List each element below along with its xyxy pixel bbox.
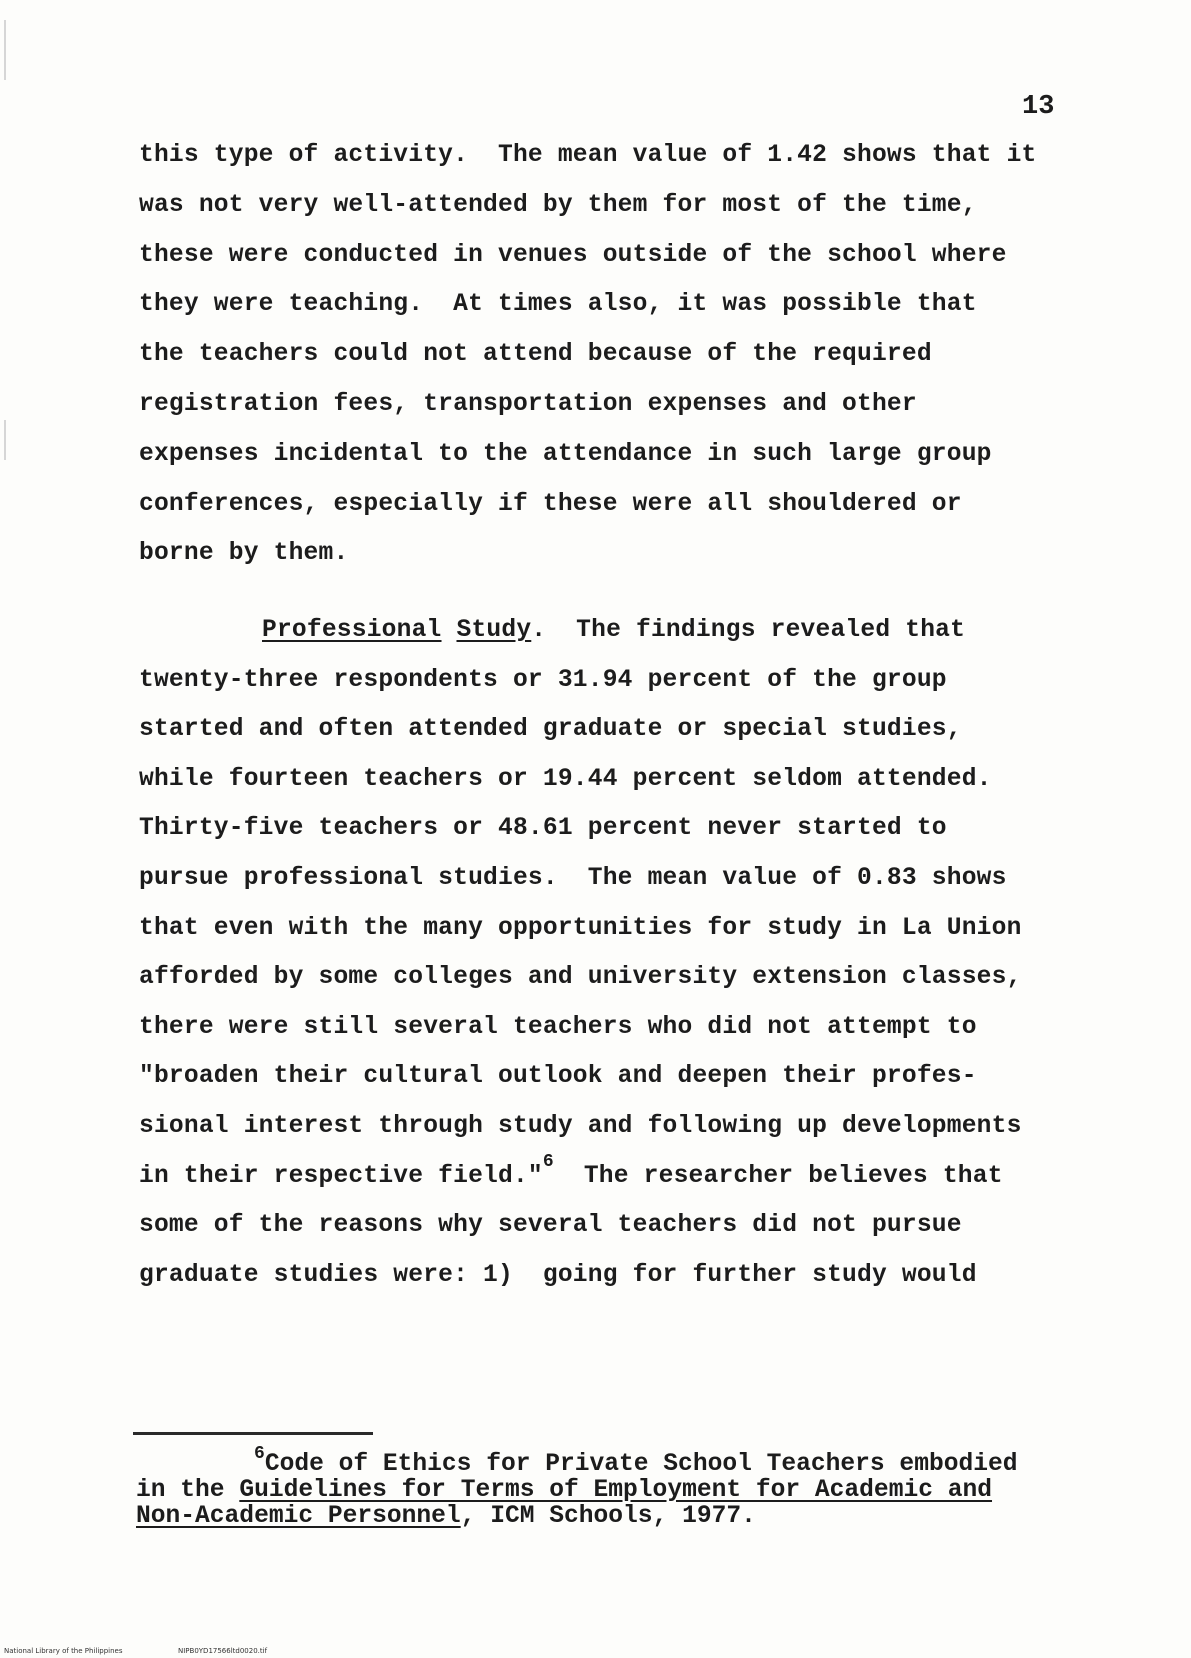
body-line: afforded by some colleges and university extension classes, [139, 964, 1022, 991]
body-line: these were conducted in venues outside of the school where [139, 242, 1007, 269]
page-number: 13 [1022, 92, 1055, 122]
body-line: graduate studies were: 1) going for further study would [139, 1262, 977, 1289]
footnote-text: in the [136, 1477, 240, 1504]
footnote-citation-title: Non-Academic Personnel [136, 1503, 461, 1530]
section-heading-study: Study [456, 617, 532, 644]
section-heading-line [262, 617, 965, 644]
body-line [139, 1152, 1003, 1190]
scan-footer-source: National Library of the Philippines [4, 1647, 123, 1655]
body-line: this type of activity. The mean value of 1.42 shows that it [139, 142, 1037, 169]
body-line: expenses incidental to the attendance in such large group [139, 441, 992, 468]
body-line: pursue professional studies. The mean value of 0.83 shows [139, 865, 1007, 892]
footnote-line [254, 1444, 1018, 1479]
section-heading-professional: Professional [262, 617, 442, 644]
body-line: there were still several teachers who did not attempt to [139, 1014, 977, 1041]
footnote-reference: 6 [542, 1152, 554, 1172]
body-line: the teachers could not attend because of the required [139, 341, 932, 368]
body-line: they were teaching. At times also, it was possible that [139, 291, 977, 318]
footnote-text: Code of Ethics for Private School Teachers embodied [264, 1451, 1018, 1478]
scan-footer-filename: NIPB0YD17566ltd0020.tif [178, 1647, 268, 1655]
body-line-continuation: The researcher believes that [553, 1163, 1003, 1190]
body-line: was not very well-attended by them for most of the time, [139, 192, 977, 219]
scan-edge-mark [4, 20, 6, 80]
scan-edge-mark [4, 420, 6, 460]
quote-end-text: in their respective field." [139, 1163, 543, 1190]
body-line: started and often attended graduate or special studies, [139, 716, 962, 743]
body-line: "broaden their cultural outlook and deepen their profes- [139, 1063, 977, 1090]
body-line: that even with the many opportunities for study in La Union [139, 915, 1022, 942]
body-line: while fourteen teachers or 19.44 percent seldom attended. [139, 766, 992, 793]
body-line: borne by them. [139, 540, 349, 567]
body-line: registration fees, transportation expenses and other [139, 391, 917, 418]
body-line: twenty-three respondents or 31.94 percent of the group [139, 667, 947, 694]
footnote-line [136, 1478, 992, 1504]
footnote-marker: 6 [254, 1444, 265, 1464]
body-line: sional interest through study and following up developments [139, 1113, 1022, 1140]
body-line-continuation: The findings revealed that [546, 617, 966, 644]
body-line: conferences, especially if these were all shouldered or [139, 491, 962, 518]
body-line: some of the reasons why several teachers did not pursue [139, 1212, 962, 1239]
section-heading-period: . [531, 617, 547, 644]
body-line: Thirty-five teachers or 48.61 percent never started to [139, 815, 947, 842]
footnote-line [136, 1504, 756, 1530]
footnote-text: , ICM Schools, 1977. [460, 1503, 756, 1530]
footnote-citation-title: Guidelines for Terms of Employment for Academic and [239, 1477, 993, 1504]
footnote-separator [133, 1432, 373, 1435]
